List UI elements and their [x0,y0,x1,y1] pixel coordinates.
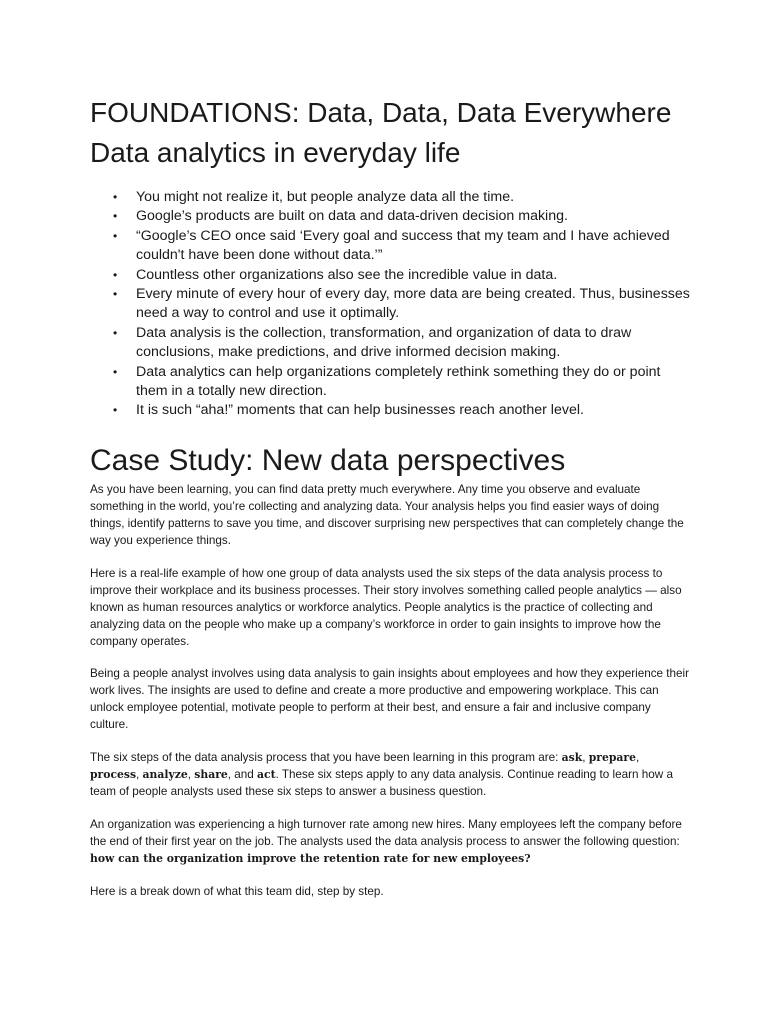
list-item [90,285,690,324]
bullet-icon: • [113,190,118,204]
step-act: act [257,768,276,781]
list-item-text: Countless other organizations also see the incredible value in data. [136,266,558,283]
bullet-icon: • [113,209,118,224]
section-heading: Case Study: New data perspectives [90,444,566,477]
list-item [90,324,690,363]
list-item-text: It is such “aha!” moments that can help businesses reach another level. [136,402,584,419]
bullet-list [90,188,690,421]
business-question: how can the organization improve the retention rate for new employees? [90,852,531,865]
step-analyze: analyze [142,768,188,781]
bullet-icon: • [113,403,118,418]
bullet-icon: • [113,364,118,379]
page-subtitle: Data analytics in everyday life [90,137,461,168]
bullet-icon: • [113,325,118,340]
paragraph-people-analytics: Here is a real-life example of how one group of data analysts used the six steps of the data analysis process to improve their workplace and its business processes. Their story involves something called people analytics — also known as human resources analytics or workforce analytics. People analytics is the practice of collecting and analyzing data on the people who make up a company’s workforce in order to gain insights to improve how the company operates. [90,567,682,648]
list-item-text: You might not realize it, but people analyze data all the time. [136,189,515,205]
list-item [90,363,690,402]
paragraph-people-analyst: Being a people analyst involves using data analysis to gain insights about employees and how they experience their work lives. The insights are used to define and create a more productive and empowering workplace. This can unlock employee potential, motivate people to perform at their best, and ensure a fair and inclusive company culture. [90,667,690,731]
step-prepare: prepare [588,751,636,764]
page-title: FOUNDATIONS: Data, Data, Data Everywhere [90,97,672,128]
paragraph-six-steps: The six steps of the data analysis process that you have been learning in this program are: ask, prepare, process, analyze, share, and act. These six steps apply to any data analysis. Continue reading to learn how a team of people analysts used these six steps to answer a business question. [90,751,673,798]
step-share: share [194,768,228,781]
paragraph-breakdown: Here is a break down of what this team did, step by step. [90,885,384,898]
list-item-text: Every minute of every hour of every day, more data are being created. Thus, businesses need a way to control and use it optimally. [136,286,690,322]
bullet-icon: • [113,228,118,243]
list-item-text: Data analysis is the collection, transformation, and organization of data to draw conclusions, make predictions, and drive informed decision making. [136,324,632,361]
list-item [90,401,690,420]
list-item [90,207,690,226]
list-item [90,188,690,207]
list-item-text: Data analytics can help organizations completely rethink something they do or point them in a totally new direction. [136,363,661,400]
bullet-icon: • [113,287,118,302]
step-ask: ask [561,751,583,764]
paragraph-intro: As you have been learning, you can find data pretty much everywhere. Any time you observe and evaluate something in the world, you’re collecting and analyzing data. Your analysis helps you find easier ways of doing things, identify patterns to save you time, and discover surprising new perspectives that can completely change the way you experience things. [90,483,684,547]
paragraph-turnover [90,816,690,867]
six-steps-rest: . These six steps apply to any data analysis. Continue reading to learn how a team of people analysts used these six steps to answer a business question. [90,768,673,798]
list-item [90,266,690,285]
bullet-icon: • [113,267,118,282]
list-item-text: Google’s products are built on data and data-driven decision making. [136,208,568,225]
six-steps-and: and [234,768,254,781]
turnover-intro: An organization was experiencing a high turnover rate among new hires. Many employees left the company before the end of their first year on the job. The analysts used the data analysis process to answer the following question: [90,818,682,848]
step-process: process [90,768,137,781]
list-item [90,227,690,266]
list-item-text: “Google’s CEO once said ‘Every goal and success that my team and I have achieved couldn't have been done without data.’” [136,227,670,264]
six-steps-intro: The six steps of the data analysis process that you have been learning in this program are: [90,751,562,764]
